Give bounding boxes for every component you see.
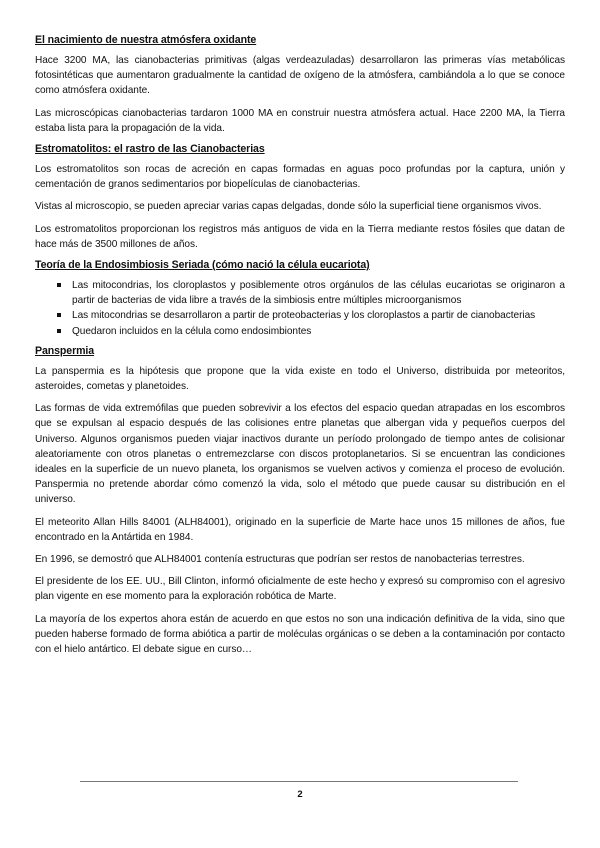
paragraph: El meteorito Allan Hills 84001 (ALH84001), originado en la superficie de Marte hace unos 15 millones de años, fue encontrado en la Antártida en 1984. [35,516,565,543]
section-heading-panspermia: Panspermia [35,344,95,357]
bullet-list [35,278,565,339]
paragraph: La panspermia es la hipótesis que propone que la vida existe en todo el Universo, distribuida por meteoritos, asteroides, cometas y planetoides. [35,365,565,393]
list-item-text: Quedaron incluidos en la célula como endosimbiontes [72,325,312,337]
list-item [35,278,565,308]
paragraph: Los estromatolitos son rocas de acreción en capas formadas en aguas poco profundas por la captura, unión y cementación de granos sedimentarios por biopelículas de cianobacterias. [35,164,565,191]
list-item-text: Las mitocondrias se desarrollaron a partir de proteobacterias y los cloroplastos a partir de cianobacterias [72,310,536,322]
section-heading-atmosfera: El nacimiento de nuestra atmósfera oxidante [35,34,257,46]
paragraph: La mayoría de los expertos ahora están de acuerdo en que estos no son una indicación definitiva de la vida, sino que pueden haberse formado de forma abiótica a partir de moléculas orgánicas o se deben a la contaminación por contacto con el hielo antártico. El debate sigue en curso… [35,613,565,656]
page-number: 2 [297,789,303,800]
paragraph: Vistas al microscopio, se pueden apreciar varias capas delgadas, donde sólo la superficial tiene organismos vivos. [35,201,542,213]
section-heading-estromatolitos: Estromatolitos: el rastro de las Cianobacterias [35,143,265,156]
paragraph: Los estromatolitos proporcionan los registros más antiguos de vida en la Tierra mediante restos fósiles que datan de hace más de 3500 millones de años. [35,223,565,250]
paragraph: Las microscópicas cianobacterias tardaron 1000 MA en construir nuestra atmósfera actual. Hace 2200 MA, la Tierra estaba lista para la propagación de la vida. [35,107,565,134]
list-item [35,308,565,323]
document-page [35,34,565,664]
paragraph: Hace 3200 MA, las cianobacterias primitivas (algas verdeazuladas) desarrollaron las primeras vías metabólicas fotosintéticas que aumentaron gradualmente la cantidad de oxígeno de la atmósfera, cambiándola a lo que se conoce como atmósfera oxidante. [35,55,565,97]
list-item-text: Las mitocondrias, los cloroplastos y posiblemente otros orgánulos de las células eucariotas se originaron a partir de bacterias de vida libre a través de la simbiosis entre múltiples microorganismos [72,280,565,307]
paragraph: El presidente de los EE. UU., Bill Clinton, informó oficialmente de este hecho y expresó su compromiso con el agresivo plan vigente en ese momento para la exploración robótica de Marte. [35,576,565,603]
paragraph: Las formas de vida extremófilas que pueden sobrevivir a los efectos del espacio quedan atrapadas en los escombros que se expulsan al espacio después de las colisiones entre planetas que albergan vida y pequeños cuerpos del Universo. Algunos organismos pueden viajar inactivos durante un período prolongado de tiempo antes de colisionar aleatoriamente con otros planetas o entremezclarse con discos protoplanetarios. Si se encuentran las condiciones ideales en la superficie de un nuevo planeta, los organismos se vuelven activos y comienza el proceso de evolución. Panspermia no pretende abordar cómo comenzó la vida, solo el método que puede causar su distribución en el universo. [35,403,565,506]
bullet-icon [57,329,61,333]
paragraph: En 1996, se demostró que ALH84001 contenía estructuras que podrían ser restos de nanobacterias terrestres. [35,554,525,566]
bullet-icon [57,283,61,287]
bullet-icon [57,313,61,317]
list-item [35,324,565,339]
footer-divider [80,781,518,782]
section-heading-endosimbiosis: Teoría de la Endosimbiosis Seriada (cómo nació la célula eucariota) [35,259,370,272]
